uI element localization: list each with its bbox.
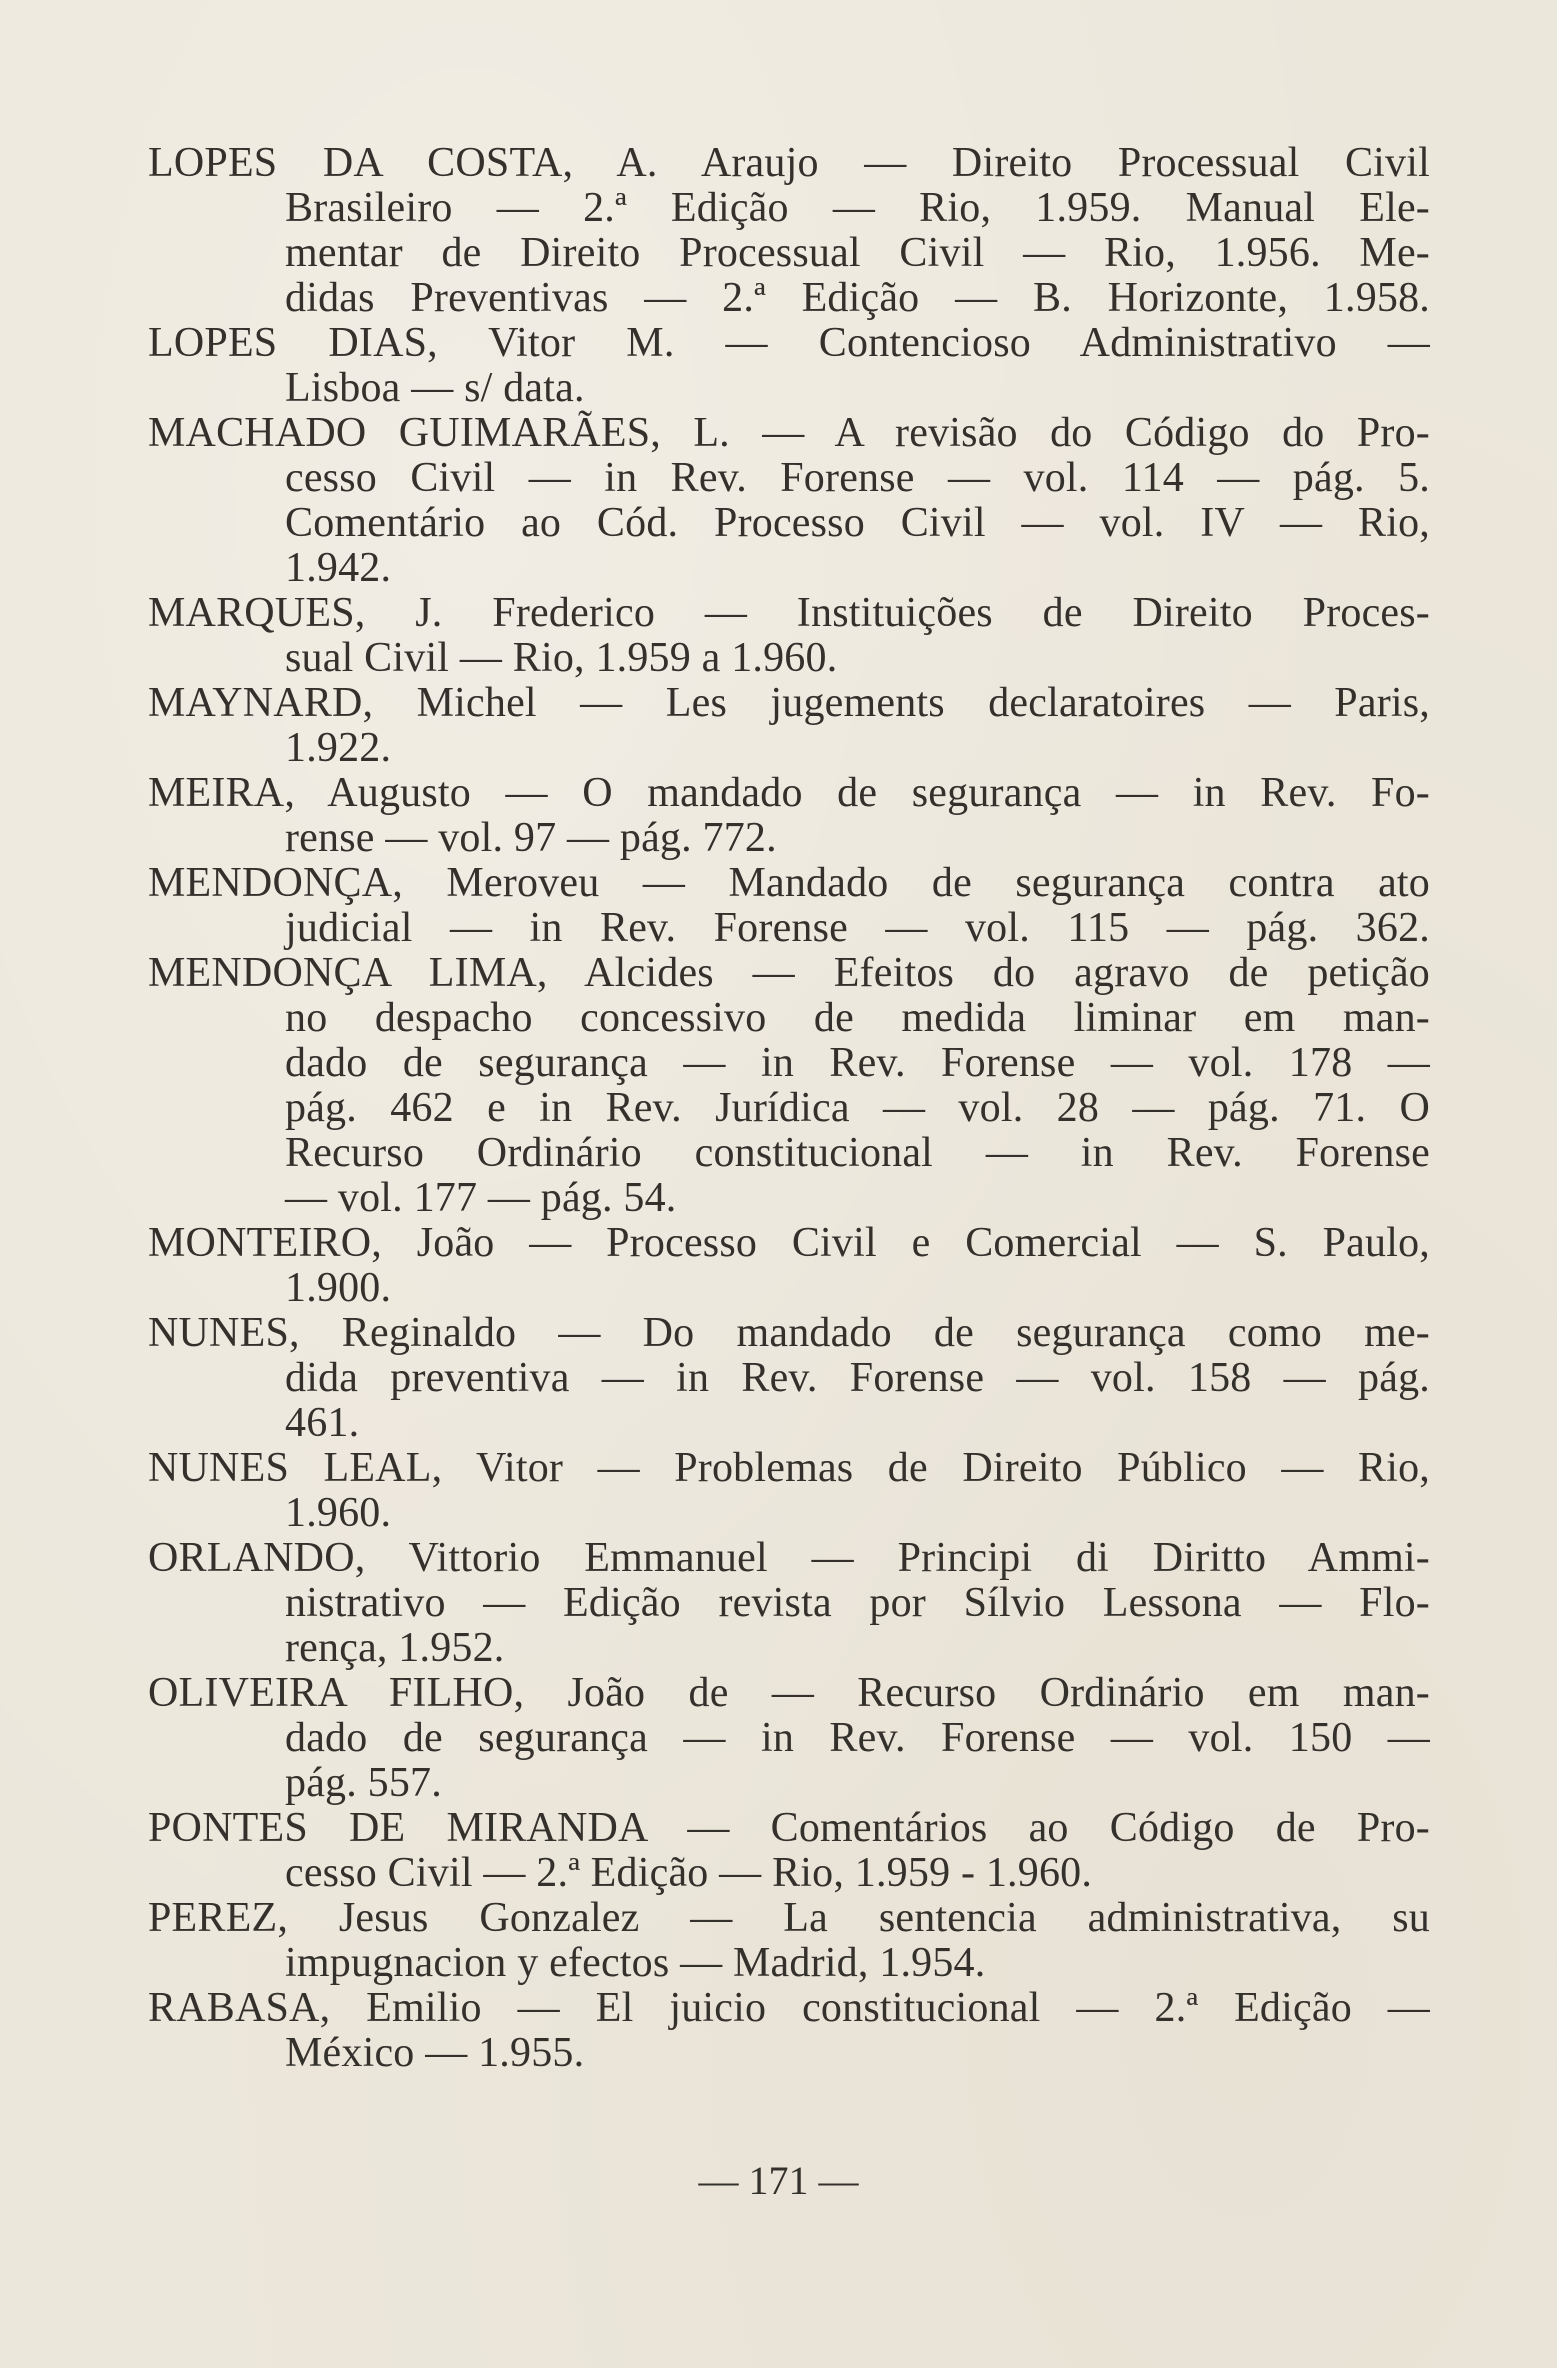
bibliography-entry <box>148 771 1430 861</box>
entry-line: judicial — in Rev. Forense — vol. 115 — pág. 362. <box>285 905 1430 951</box>
entry-line: MENDONÇA LIMA, Alcides — Efeitos do agravo de petição <box>148 950 1430 996</box>
entry-line: Recurso Ordinário constitucional — in Rev. Forense <box>285 1130 1430 1176</box>
entry-line: MENDONÇA, Meroveu — Mandado de segurança contra ato <box>148 860 1430 906</box>
bibliography-entry <box>148 321 1430 411</box>
entry-line: OLIVEIRA FILHO, João de — Recurso Ordinário em man- <box>148 1670 1430 1716</box>
entry-line: MACHADO GUIMARÃES, L. — A revisão do Código do Pro- <box>148 410 1430 456</box>
bibliography-entry <box>148 1536 1430 1671</box>
entry-line: MAYNARD, Michel — Les jugements declaratoires — Paris, <box>148 680 1430 726</box>
entry-line: ORLANDO, Vittorio Emmanuel — Principi di Diritto Ammi- <box>148 1535 1430 1581</box>
bibliography-entry <box>148 1671 1430 1806</box>
bibliography-entry <box>148 1806 1430 1896</box>
entry-line: impugnacion y efectos — Madrid, 1.954. <box>285 1940 986 1986</box>
entry-line: cesso Civil — in Rev. Forense — vol. 114 — pág. 5. <box>285 455 1430 501</box>
entry-line: 1.900. <box>285 1265 392 1311</box>
entry-line: NUNES, Reginaldo — Do mandado de segurança como me- <box>148 1310 1430 1356</box>
entry-line: didas Preventivas — 2.ª Edição — B. Horizonte, 1.958. <box>285 275 1430 321</box>
entry-line: pág. 557. <box>285 1760 442 1806</box>
entry-line: MONTEIRO, João — Processo Civil e Comercial — S. Paulo, <box>148 1220 1430 1266</box>
entry-line: dado de segurança — in Rev. Forense — vol. 150 — <box>285 1715 1430 1761</box>
entry-line: PONTES DE MIRANDA — Comentários ao Código de Pro- <box>148 1805 1430 1851</box>
bibliography-entry <box>148 1446 1430 1536</box>
entry-line: pág. 462 e in Rev. Jurídica — vol. 28 — pág. 71. O <box>285 1085 1430 1131</box>
bibliography-entry <box>148 681 1430 771</box>
entry-line: Brasileiro — 2.ª Edição — Rio, 1.959. Manual Ele- <box>285 185 1430 231</box>
entry-line: rense — vol. 97 — pág. 772. <box>285 815 777 861</box>
entry-line: 1.922. <box>285 725 392 771</box>
entry-line: 1.942. <box>285 545 392 591</box>
entry-line: LOPES DIAS, Vitor M. — Contencioso Administrativo — <box>148 320 1430 366</box>
entry-line: sual Civil — Rio, 1.959 a 1.960. <box>285 635 838 681</box>
entry-line: MEIRA, Augusto — O mandado de segurança — in Rev. Fo- <box>148 770 1430 816</box>
entry-line: México — 1.955. <box>285 2030 585 2076</box>
entry-line: dida preventiva — in Rev. Forense — vol. 158 — pág. <box>285 1355 1430 1401</box>
entry-line: Lisboa — s/ data. <box>285 365 585 411</box>
entry-line: rença, 1.952. <box>285 1625 505 1671</box>
bibliography-list <box>148 141 1430 2076</box>
page-number: — 171 — <box>698 2158 859 2203</box>
entry-line: 1.960. <box>285 1490 392 1536</box>
bibliography-entry <box>148 1221 1430 1311</box>
entry-line: — vol. 177 — pág. 54. <box>285 1175 677 1221</box>
entry-line: 461. <box>285 1400 360 1446</box>
entry-line: LOPES DA COSTA, A. Araujo — Direito Processual Civil <box>148 140 1430 186</box>
entry-line: cesso Civil — 2.ª Edição — Rio, 1.959 - 1.960. <box>285 1850 1093 1896</box>
bibliography-entry <box>148 861 1430 951</box>
entry-line: no despacho concessivo de medida liminar em man- <box>285 995 1430 1041</box>
bibliography-entry <box>148 951 1430 1221</box>
bibliography-entry <box>148 1896 1430 1986</box>
bibliography-entry <box>148 591 1430 681</box>
entry-line: RABASA, Emilio — El juicio constitucional — 2.ª Edição — <box>148 1985 1430 2031</box>
entry-line: PEREZ, Jesus Gonzalez — La sentencia administrativa, su <box>148 1895 1430 1941</box>
bibliography-entry <box>148 411 1430 591</box>
entry-line: mentar de Direito Processual Civil — Rio, 1.956. Me- <box>285 230 1430 276</box>
entry-line: nistrativo — Edição revista por Sílvio Lessona — Flo- <box>285 1580 1430 1626</box>
bibliography-entry <box>148 141 1430 321</box>
entry-line: dado de segurança — in Rev. Forense — vol. 178 — <box>285 1040 1430 1086</box>
entry-line: MARQUES, J. Frederico — Instituições de Direito Proces- <box>148 590 1430 636</box>
entry-line: NUNES LEAL, Vitor — Problemas de Direito Público — Rio, <box>148 1445 1430 1491</box>
bibliography-entry <box>148 1311 1430 1446</box>
bibliography-entry <box>148 1986 1430 2076</box>
entry-line: Comentário ao Cód. Processo Civil — vol. IV — Rio, <box>285 500 1430 546</box>
